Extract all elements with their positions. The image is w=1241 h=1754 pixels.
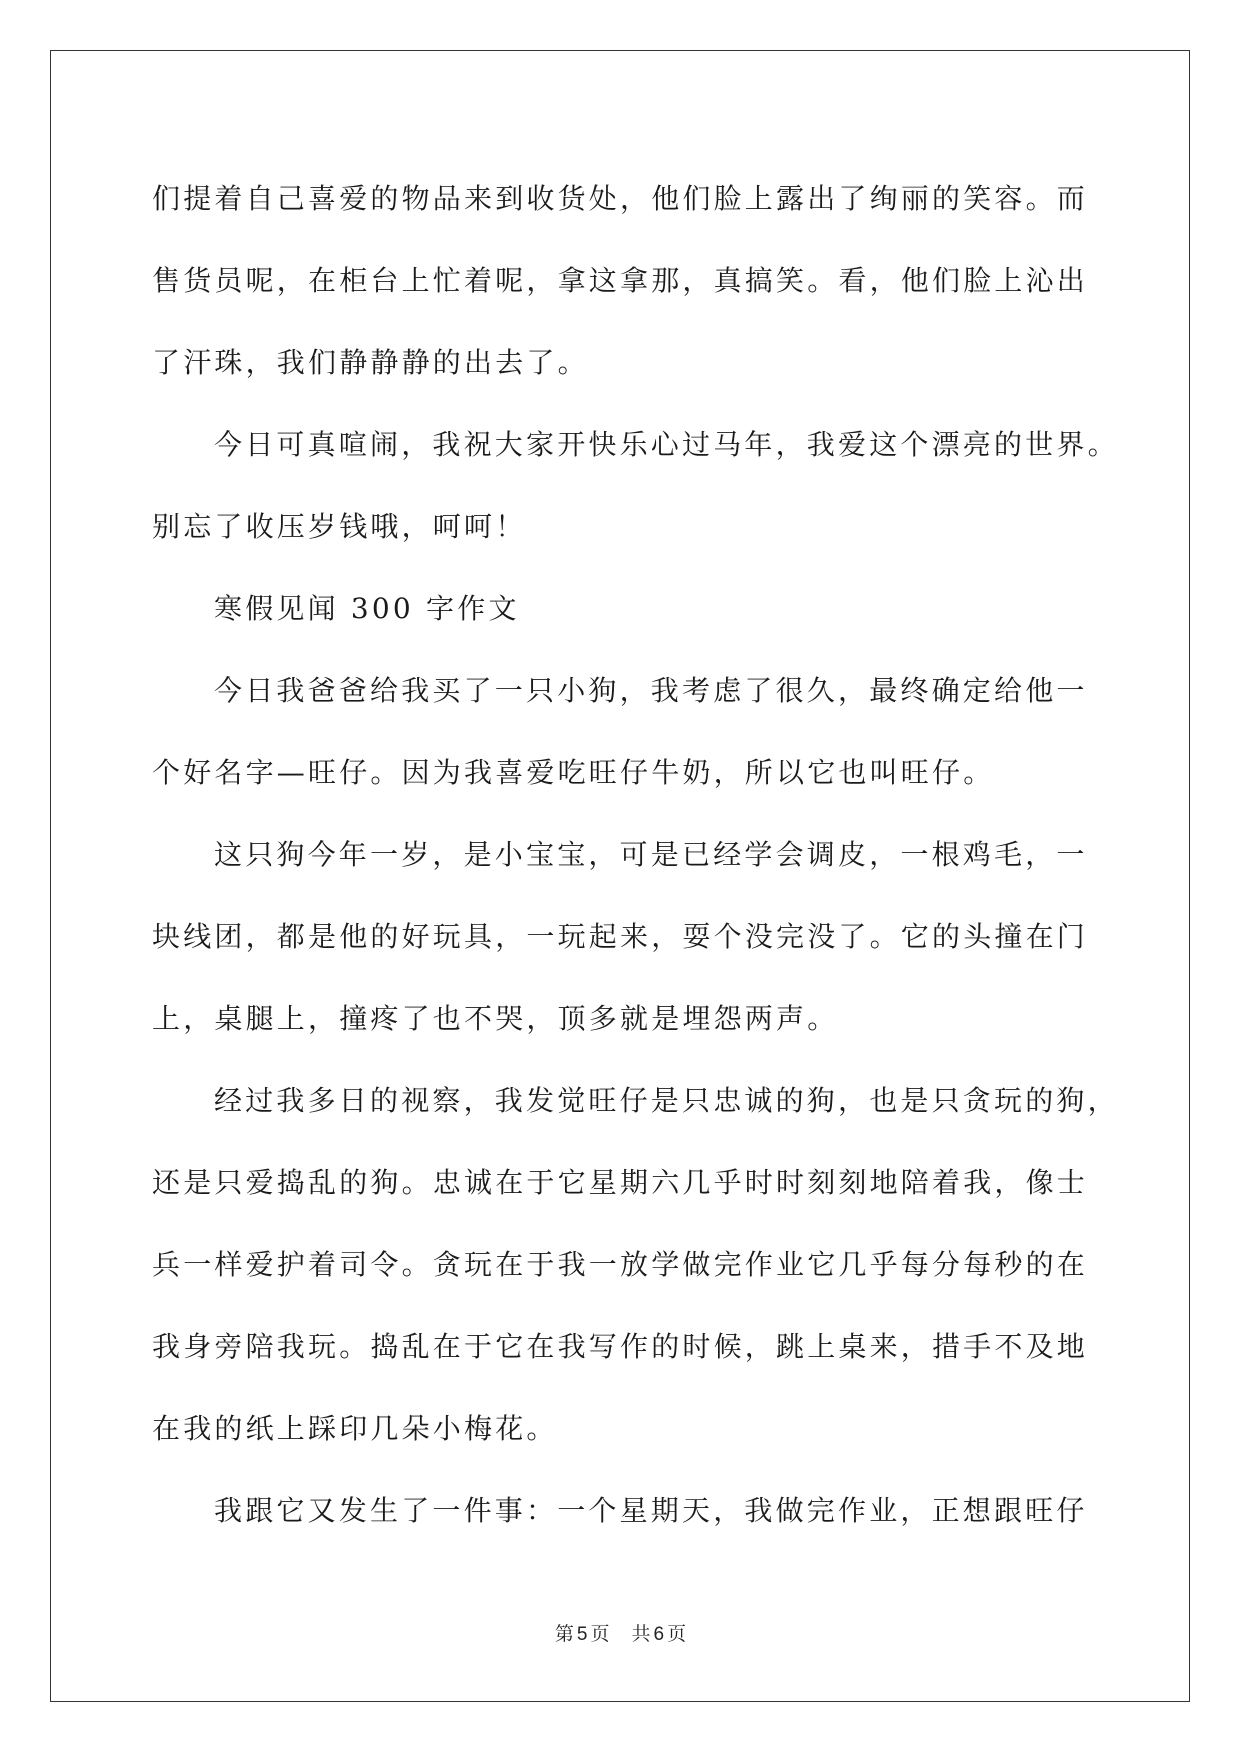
text-line: 别忘了收压岁钱哦，呵呵！ xyxy=(152,510,527,543)
section-heading: 寒假见闻 300 字作文 xyxy=(214,592,520,625)
text-line: 售货员呢，在柜台上忙着呢，拿这拿那，真搞笑。看，他们脸上沁出 xyxy=(152,264,1089,297)
total-suffix: 页 xyxy=(667,1623,687,1645)
paragraph-start: 今日可真喧闹，我祝大家开快乐心过马年，我爱这个漂亮的世界。 xyxy=(214,428,1119,461)
text-line: 还是只爱捣乱的狗。忠诚在于它星期六几乎时时刻刻地陪着我，像士 xyxy=(152,1166,1089,1199)
text-line: 个好名字—旺仔。因为我喜爱吃旺仔牛奶，所以它也叫旺仔。 xyxy=(152,756,995,789)
text-line: 上，桌腿上，撞疼了也不哭，顶多就是埋怨两声。 xyxy=(152,1002,839,1035)
text-line: 了汗珠，我们静静静的出去了。 xyxy=(152,346,589,379)
total-pages: 6 xyxy=(653,1624,665,1645)
paragraph-start: 这只狗今年一岁，是小宝宝，可是已经学会调皮，一根鸡毛，一 xyxy=(214,838,1088,871)
document-body xyxy=(152,158,1119,1552)
paragraph-start: 今日我爸爸给我买了一只小狗，我考虑了很久，最终确定给他一 xyxy=(214,674,1088,707)
paragraph-start: 经过我多日的视察，我发觉旺仔是只忠诚的狗，也是只贪玩的狗， xyxy=(214,1084,1119,1117)
total-prefix: 共 xyxy=(631,1623,651,1645)
text-line: 们提着自己喜爱的物品来到收货处，他们脸上露出了绚丽的笑容。而 xyxy=(152,182,1089,215)
page-suffix: 页 xyxy=(590,1623,610,1645)
text-line: 我身旁陪我玩。捣乱在于它在我写作的时候，跳上桌来，措手不及地 xyxy=(152,1330,1089,1363)
paragraph-start: 我跟它又发生了一件事：一个星期天，我做完作业，正想跟旺仔 xyxy=(214,1494,1088,1527)
text-line: 在我的纸上踩印几朵小梅花。 xyxy=(152,1412,558,1445)
page-prefix: 第 xyxy=(554,1623,574,1645)
text-line: 块线团，都是他的好玩具，一玩起来，耍个没完没了。它的头撞在门 xyxy=(152,920,1089,953)
page-number: 5 xyxy=(576,1624,588,1645)
page-footer xyxy=(0,1622,1241,1647)
text-line: 兵一样爱护着司令。贪玩在于我一放学做完作业它几乎每分每秒的在 xyxy=(152,1248,1089,1281)
